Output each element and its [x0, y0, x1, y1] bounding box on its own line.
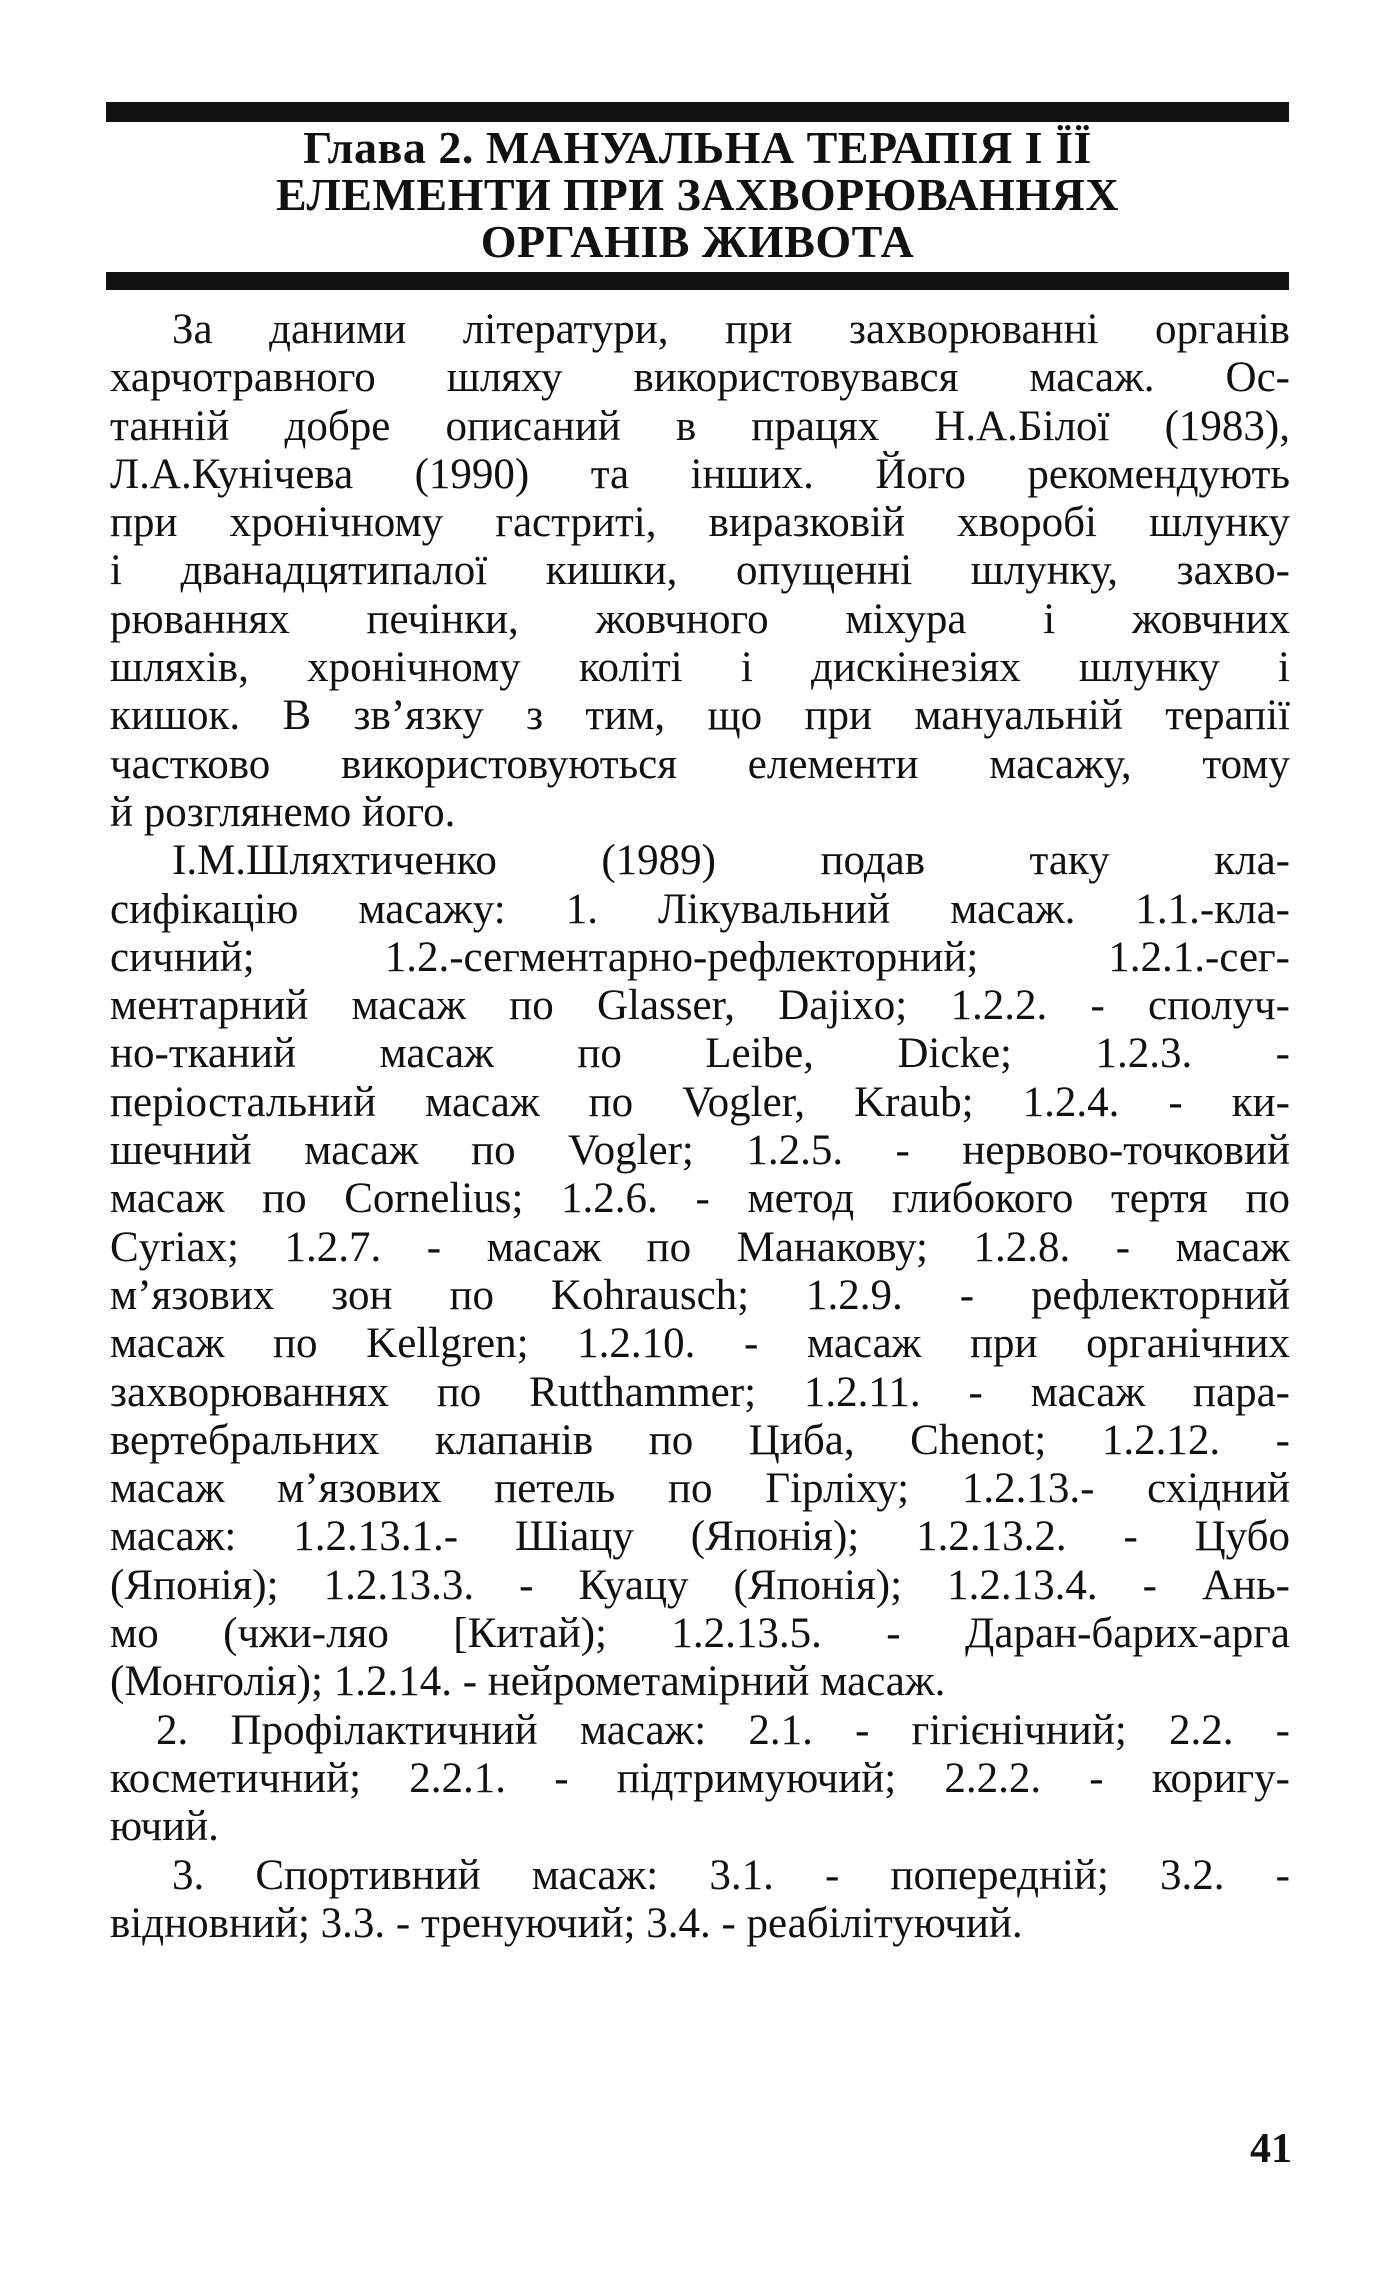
text-line: харчотравного шляху використовувався масаж. Ос-	[110, 354, 1290, 402]
text-line: масаж по Cornelius; 1.2.6. - метод глибокого тертя по	[110, 1175, 1290, 1223]
text-line: ментарний масаж по Glasser, Dajixo; 1.2.2. - сполуч-	[110, 982, 1290, 1030]
text-line: захворюваннях по Rutthammer; 1.2.11. - масаж пара-	[110, 1368, 1290, 1416]
header-rule-bottom	[106, 272, 1289, 290]
chapter-title-line-2: ЕЛЕМЕНТИ ПРИ ЗАХВОРЮВАННЯХ	[275, 169, 1120, 220]
text-line: За даними літератури, при захворюванні органів	[172, 306, 1290, 353]
text-line: но-тканий масаж по Leibe, Dicke; 1.2.3. -	[110, 1030, 1290, 1078]
text-line: відновний; 3.3. - тренуючий; 3.4. - реабілітуючий.	[110, 1899, 1023, 1947]
text-line: частково використовуються елементи масажу, тому	[110, 740, 1290, 788]
text-line: Л.А.Кунічева (1990) та інших. Його рекомендують	[110, 450, 1290, 498]
text-line: при хронічному гастриті, виразковій хворобі шлунку	[110, 499, 1290, 547]
text-line: й розглянемо його.	[110, 788, 456, 836]
text-line: І.М.Шляхтиченко (1989) подав таку кла-	[172, 837, 1290, 885]
text-line: періостальний масаж по Vogler, Kraub; 1.2.4. - ки-	[110, 1078, 1290, 1126]
text-line: шляхів, хронічному коліті і дискінезіях шлунку і	[110, 644, 1290, 692]
text-line: масаж по Kellgren; 1.2.10. - масаж при органічних	[110, 1320, 1290, 1368]
text-line: рюваннях печінки, жовчного міхура і жовчних	[110, 595, 1290, 643]
text-line: Cyriax; 1.2.7. - масаж по Манакову; 1.2.8. - масаж	[110, 1223, 1290, 1271]
text-line: (Монголія); 1.2.14. - нейрометамірний масаж.	[110, 1658, 946, 1706]
body-text	[110, 306, 1290, 1948]
text-line: вертебральних клапанів по Циба, Chenot; 1.2.12. -	[110, 1416, 1290, 1464]
chapter-title-line-3: ОРГАНІВ ЖИВОТА	[480, 216, 915, 267]
paragraph-sport	[110, 1852, 1290, 1949]
paragraph-classification	[110, 837, 1290, 1706]
text-line: 3. Спортивний масаж: 3.1. - попередній; 3.2. -	[172, 1851, 1290, 1899]
text-line: масаж м’язових петель по Гірліху; 1.2.13.- східний	[110, 1465, 1290, 1513]
text-line: 2. Профілактичний масаж: 2.1. - гігієнічний; 2.2. -	[156, 1706, 1290, 1754]
text-line: (Японія); 1.2.13.3. - Куацу (Японія); 1.2.13.4. - Ань-	[110, 1561, 1290, 1609]
paragraph-intro	[110, 306, 1290, 837]
page-number: 41	[1250, 2126, 1292, 2172]
text-line: сифікацію масажу: 1. Лікувальний масаж. 1.1.-кла-	[110, 885, 1290, 933]
text-line: танній добре описаний в працях Н.А.Білої (1983),	[110, 402, 1290, 450]
text-line: шечний масаж по Vogler; 1.2.5. - нервово-точковий	[110, 1127, 1290, 1175]
chapter-title	[106, 124, 1289, 265]
header-rule-top	[106, 102, 1289, 122]
chapter-title-line-1: Глава 2. МАНУАЛЬНА ТЕРАПІЯ І ЇЇ	[303, 122, 1092, 173]
text-line: косметичний; 2.2.1. - підтримуючий; 2.2.2. - коригу-	[110, 1754, 1290, 1802]
text-line: масаж: 1.2.13.1.- Шіацу (Японія); 1.2.13.2. - Цубо	[110, 1513, 1290, 1561]
paragraph-prophylactic	[110, 1707, 1290, 1852]
text-line: м’язових зон по Kohrausch; 1.2.9. - рефлекторний	[110, 1271, 1290, 1319]
text-line: кишок. В зв’язку з тим, що при мануальній терапії	[110, 692, 1290, 740]
text-line: мо (чжи-ляо [Китай); 1.2.13.5. - Даран-барих-арга	[110, 1610, 1290, 1658]
text-line: і дванадцятипалої кишки, опущенні шлунку, захво-	[110, 547, 1290, 595]
text-line: ючий.	[110, 1803, 219, 1851]
text-line: сичний; 1.2.-сегментарно-рефлекторний; 1.2.1.-сег-	[110, 933, 1290, 981]
